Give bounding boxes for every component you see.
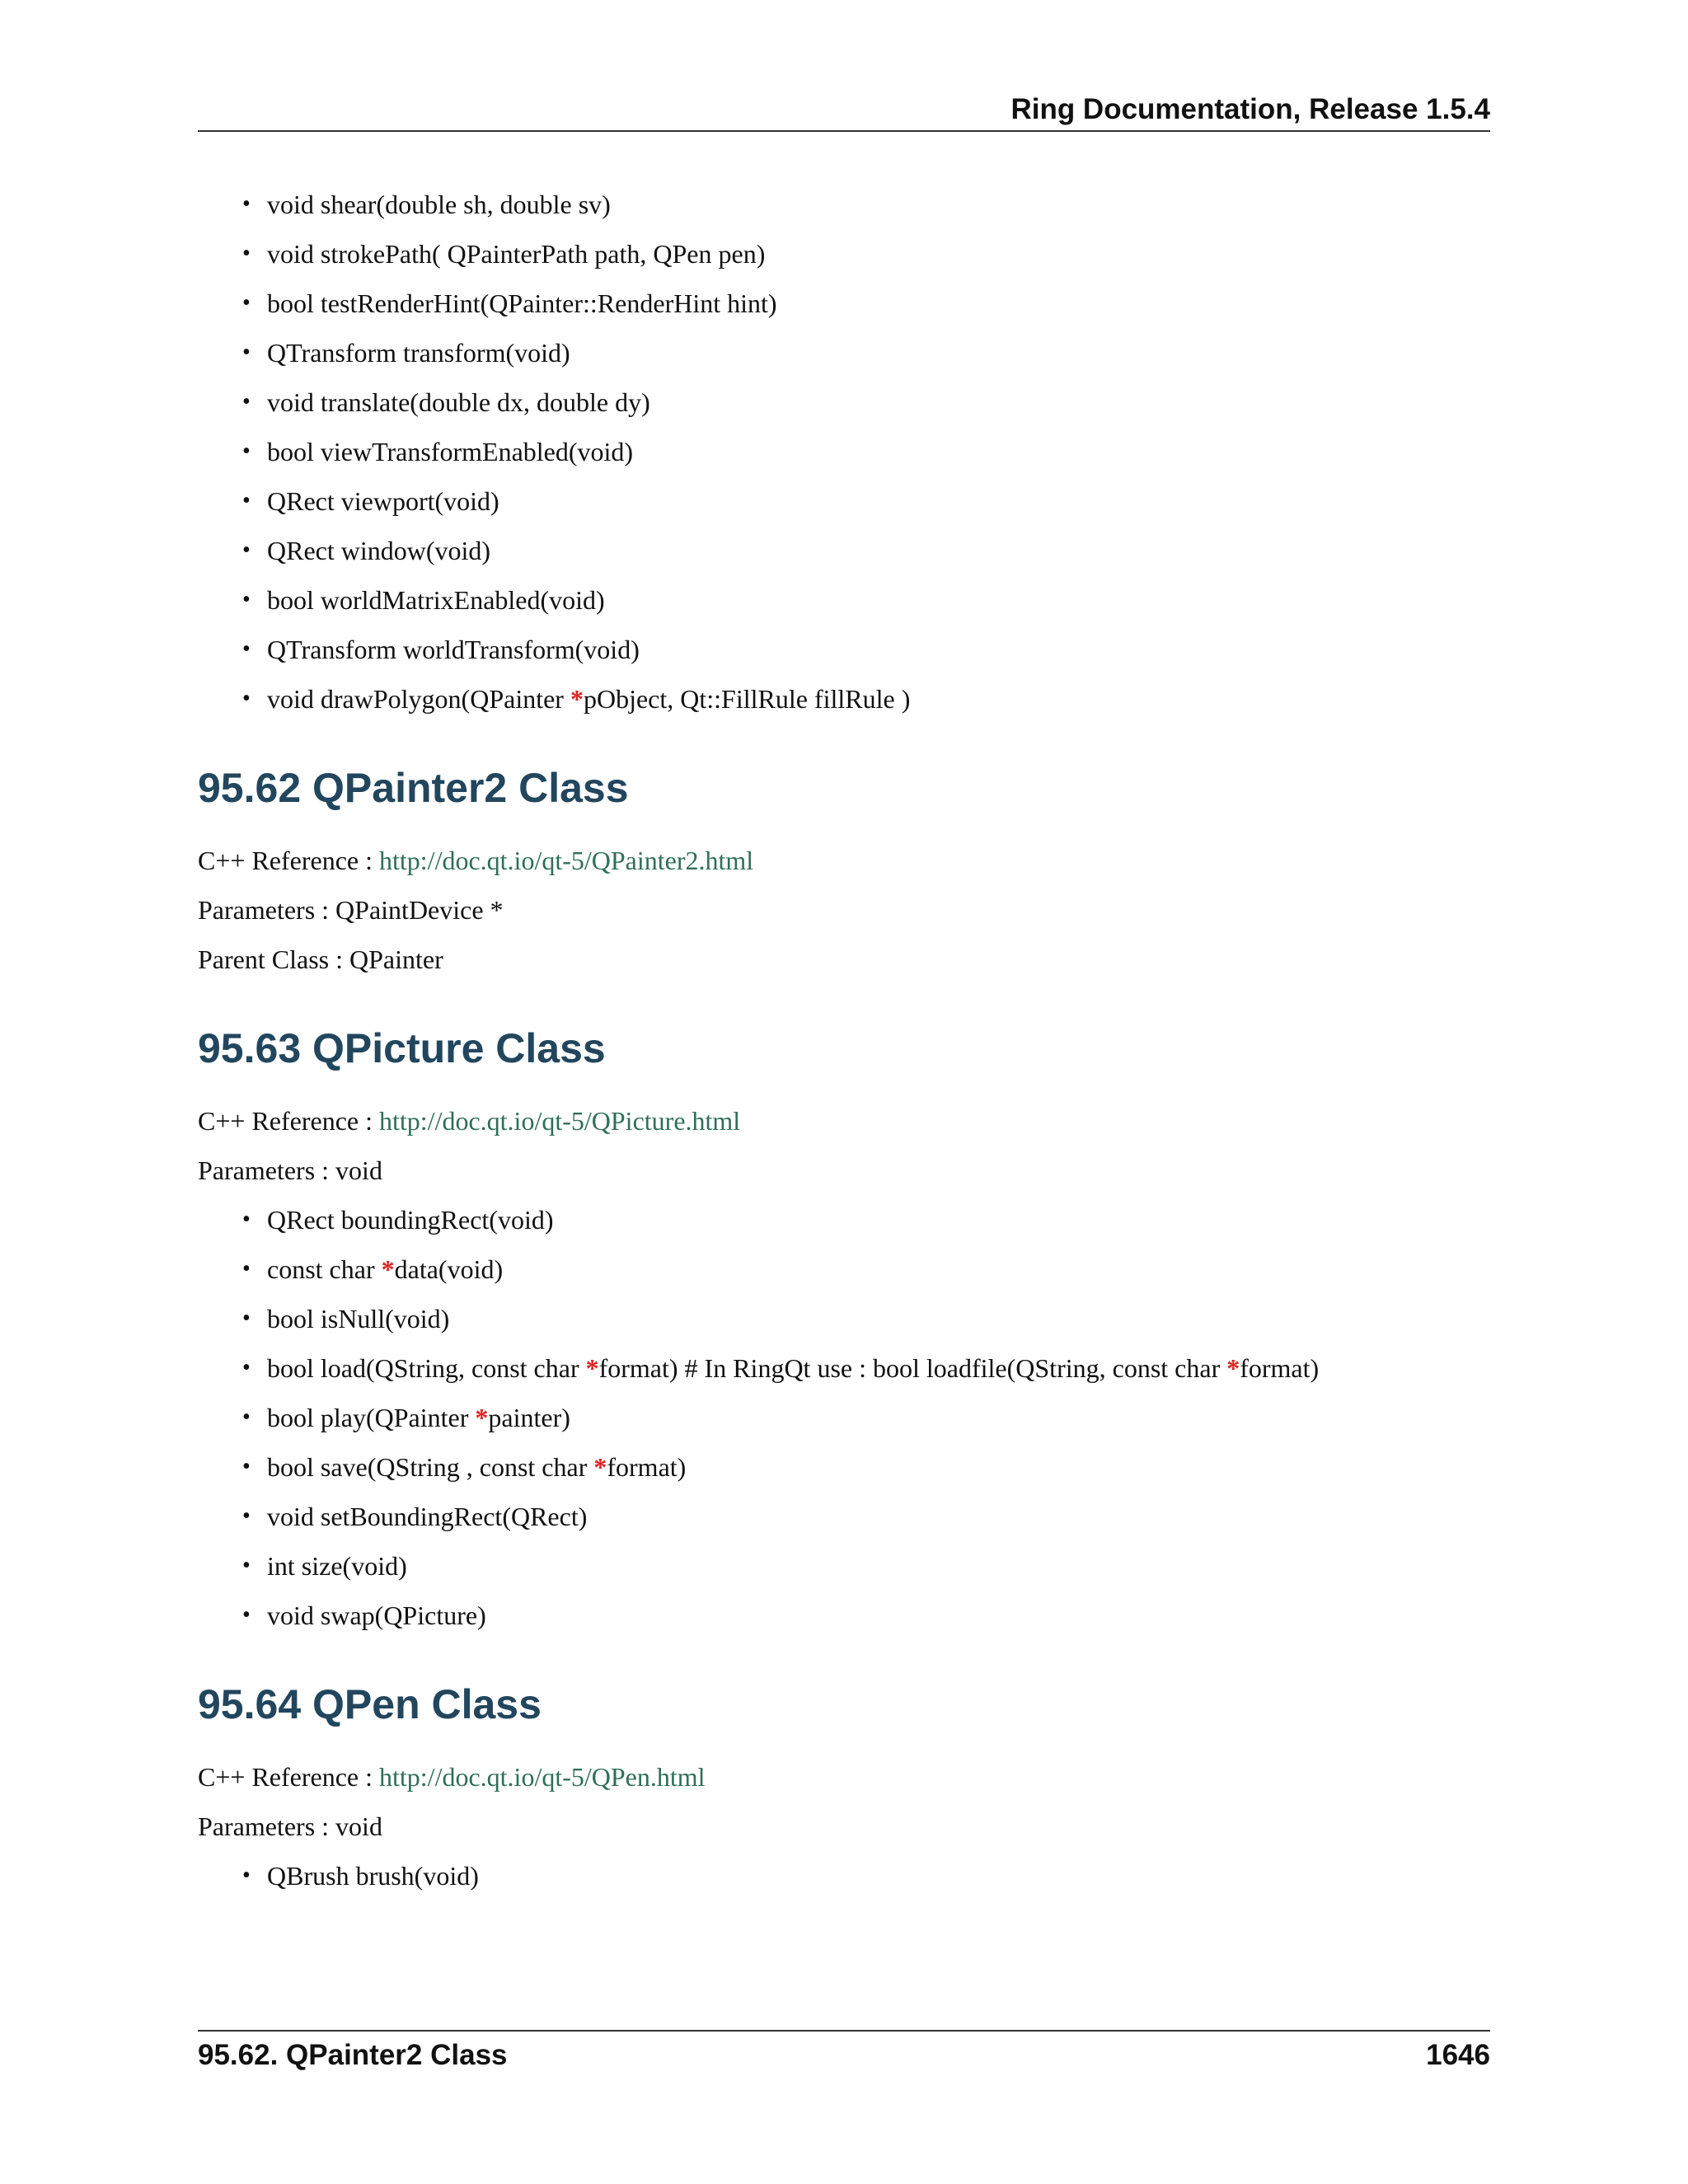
method-item	[267, 633, 1490, 666]
method-item	[267, 1352, 1490, 1385]
method-text: void swap(QPicture)	[267, 1601, 486, 1630]
section-heading: 95.63 QPicture Class	[198, 1025, 606, 1071]
method-text: const char	[267, 1254, 382, 1284]
info-label: C++ Reference :	[198, 1762, 379, 1792]
method-item	[267, 188, 1490, 221]
method-text: bool worldMatrixEnabled(void)	[267, 585, 605, 615]
method-text: void drawPolygon(QPainter	[267, 684, 570, 714]
class-info-line	[198, 1154, 1490, 1187]
class-info-line	[198, 1104, 1490, 1137]
info-label: C++ Reference :	[198, 846, 379, 875]
cpp-reference-link[interactable]: http://doc.qt.io/qt-5/QPicture.html	[379, 1106, 741, 1136]
method-item	[267, 435, 1490, 468]
method-text: QRect viewport(void)	[267, 486, 499, 516]
method-text: bool load(QString, const char	[267, 1353, 586, 1383]
method-text: painter)	[488, 1403, 570, 1432]
method-item	[267, 1451, 1490, 1483]
info-label: Parameters :	[198, 1811, 336, 1841]
pointer-asterisk: *	[570, 684, 584, 714]
document-page	[198, 0, 1490, 2184]
footer-section-title: 95.62. QPainter2 Class	[198, 2039, 508, 2071]
method-text: bool play(QPainter	[267, 1403, 476, 1432]
method-text: void setBoundingRect(QRect)	[267, 1502, 588, 1531]
method-text: data(void)	[394, 1254, 504, 1284]
pointer-asterisk: *	[593, 1452, 607, 1482]
method-item	[267, 287, 1490, 320]
pointer-asterisk: *	[475, 1403, 489, 1432]
method-item	[267, 534, 1490, 567]
method-text: bool isNull(void)	[267, 1304, 450, 1333]
running-footer	[198, 2030, 1490, 2079]
method-text: format)	[1240, 1353, 1320, 1383]
method-text: QRect window(void)	[267, 536, 491, 565]
method-text: bool viewTransformEnabled(void)	[267, 437, 634, 466]
method-text: void strokePath( QPainterPath path, QPen pen)	[267, 239, 766, 269]
method-text: QTransform transform(void)	[267, 338, 570, 368]
method-item	[267, 1401, 1490, 1434]
class-info-line	[198, 844, 1490, 877]
method-text: format)	[607, 1452, 687, 1482]
method-list	[198, 1203, 1490, 1632]
running-header	[198, 89, 1490, 132]
section-heading: 95.62 QPainter2 Class	[198, 765, 629, 811]
method-item	[267, 386, 1490, 419]
method-item	[267, 1599, 1490, 1632]
page-content	[198, 188, 1490, 1909]
method-item	[267, 1203, 1490, 1236]
class-info-line	[198, 1760, 1490, 1793]
method-list	[198, 1859, 1490, 1892]
info-label: Parameters :	[198, 895, 336, 925]
page-number: 1646	[1426, 2039, 1490, 2071]
class-info-line	[198, 943, 1490, 976]
method-text: int size(void)	[267, 1551, 407, 1581]
method-item	[267, 1253, 1490, 1286]
method-text: QTransform worldTransform(void)	[267, 635, 640, 664]
cpp-reference-link[interactable]: http://doc.qt.io/qt-5/QPen.html	[379, 1762, 706, 1792]
info-value: void	[335, 1155, 382, 1185]
method-text: bool save(QString , const char	[267, 1452, 594, 1482]
pointer-asterisk: *	[585, 1353, 599, 1383]
info-value: void	[335, 1811, 382, 1841]
cpp-reference-link[interactable]: http://doc.qt.io/qt-5/QPainter2.html	[379, 846, 754, 875]
header-title: Ring Documentation, Release 1.5.4	[1010, 93, 1490, 125]
qpainter-method-list	[198, 188, 1490, 715]
info-value: QPaintDevice *	[335, 895, 504, 925]
class-sections	[198, 763, 1490, 1892]
method-item	[267, 1859, 1490, 1892]
method-item	[267, 1302, 1490, 1335]
class-info-line	[198, 1810, 1490, 1843]
method-item	[267, 1500, 1490, 1533]
info-label: Parent Class :	[198, 944, 349, 974]
method-text: pObject, Qt::FillRule fillRule )	[583, 684, 911, 714]
section-heading: 95.64 QPen Class	[198, 1681, 542, 1727]
method-text: void shear(double sh, double sv)	[267, 190, 611, 219]
pointer-asterisk: *	[1226, 1353, 1240, 1383]
class-info-line	[198, 893, 1490, 926]
method-text: QBrush brush(void)	[267, 1861, 479, 1891]
method-item	[267, 682, 1490, 715]
info-value: QPainter	[349, 944, 443, 974]
method-text: void translate(double dx, double dy)	[267, 387, 650, 417]
info-label: Parameters :	[198, 1155, 336, 1185]
method-item	[267, 336, 1490, 369]
info-label: C++ Reference :	[198, 1106, 379, 1136]
method-text: bool testRenderHint(QPainter::RenderHint hint)	[267, 288, 777, 318]
method-item	[267, 485, 1490, 518]
method-text: QRect boundingRect(void)	[267, 1205, 554, 1235]
method-text: format) # In RingQt use : bool loadfile(QString, const char	[598, 1353, 1227, 1383]
method-item	[267, 237, 1490, 270]
pointer-asterisk: *	[381, 1254, 395, 1284]
method-item	[267, 1549, 1490, 1582]
method-item	[267, 583, 1490, 616]
